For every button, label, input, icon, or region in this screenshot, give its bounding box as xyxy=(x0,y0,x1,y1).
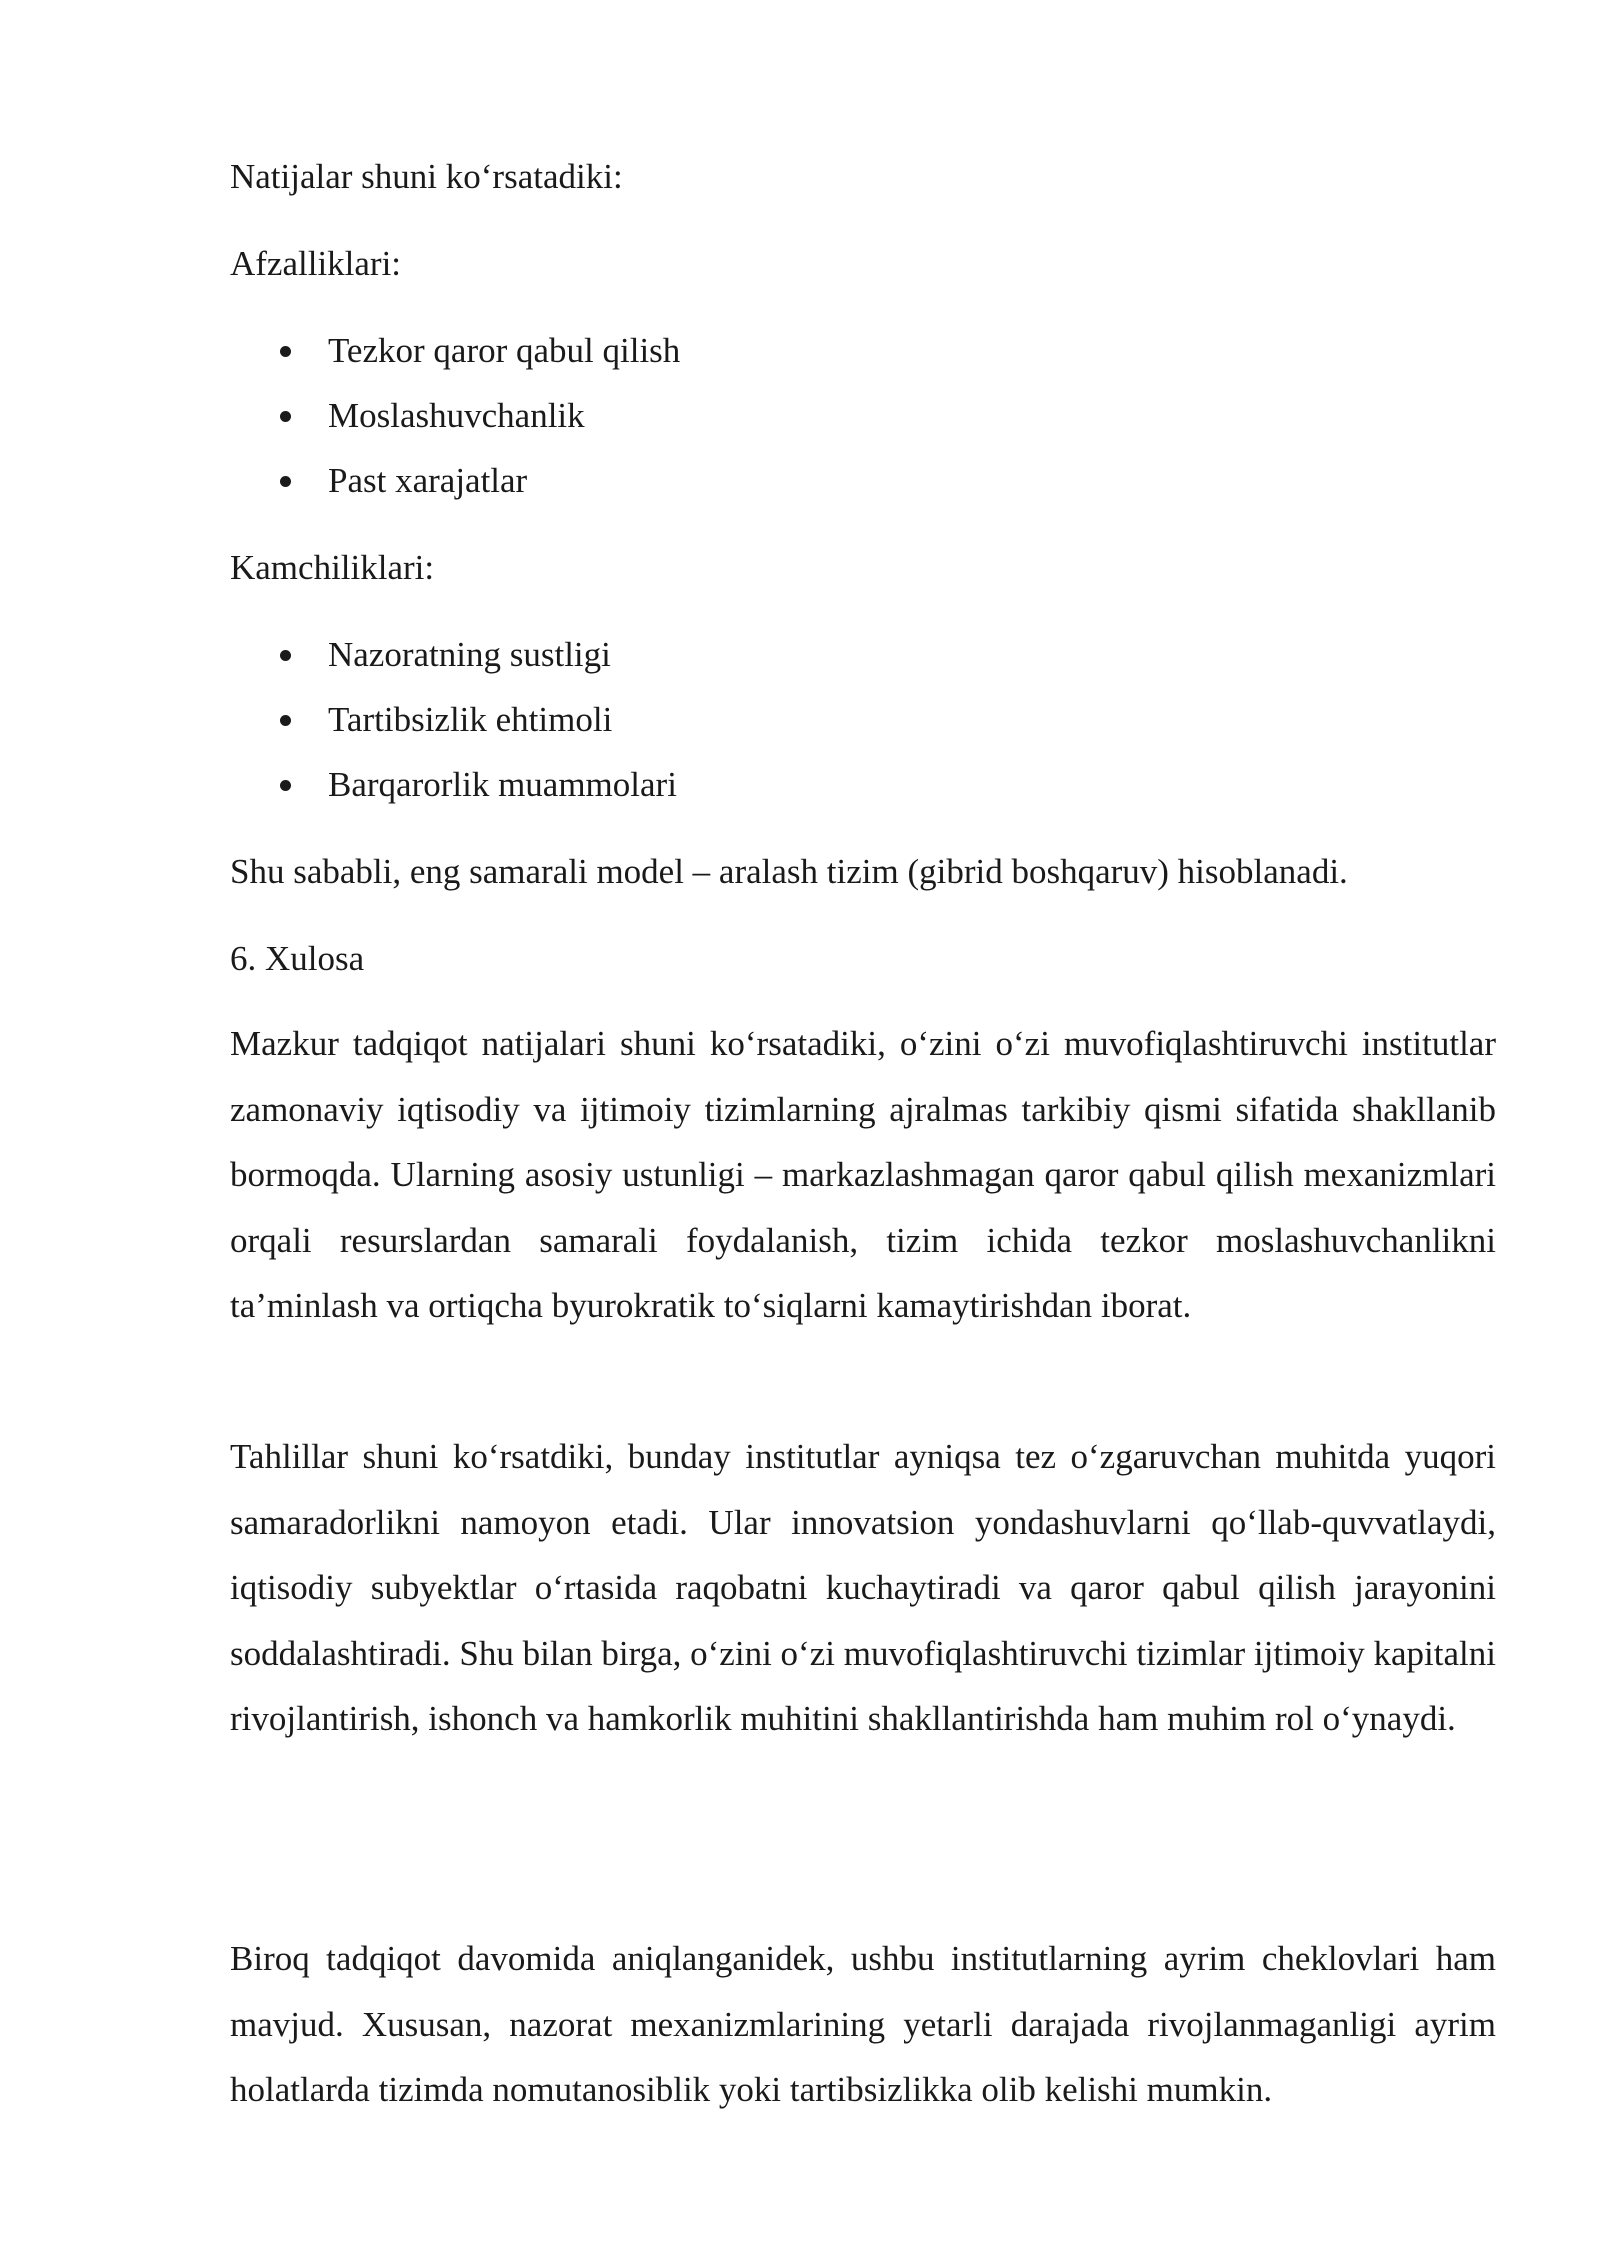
conclusion-line: Shu sababli, eng samarali model – aralash tizim (gibrid boshqaruv) hisoblanadi. xyxy=(230,852,1348,891)
disadvantages-heading: Kamchiliklari: xyxy=(230,548,435,587)
list-item-text: Tartibsizlik ehtimoli xyxy=(328,700,613,739)
bullet-icon xyxy=(280,476,291,487)
section-heading: 6. Xulosa xyxy=(230,939,365,978)
intro-line: Natijalar shuni ko‘rsatadiki: xyxy=(230,157,623,196)
list-item-text: Barqarorlik muammolari xyxy=(328,765,677,804)
advantages-heading: Afzalliklari: xyxy=(230,244,402,283)
bullet-icon xyxy=(280,411,291,422)
paragraph: Mazkur tadqiqot natijalari shuni ko‘rsatadiki, o‘zini o‘zi muvofiqlashtiruvchi institutlar zamonaviy iqtisodiy va ijtimoiy tizimlarning ajralmas tarkibiy qismi sifatida shakllanib bormoqda. Ularning asosiy ustunligi – markazlashmagan qaror qabul qilish mexanizmlari orqali resurslardan samarali foydalanish, tizim ichida tezkor moslashuvchanlikni ta’minlash va ortiqcha byurokratik to‘siqlarni kamaytirishdan iborat. xyxy=(230,1024,1496,1325)
paragraph: Biroq tadqiqot davomida aniqlanganidek, ushbu institutlarning ayrim cheklovlari ham mavjud. Xususan, nazorat mexanizmlarining yetarli darajada rivojlanmaganligi ayrim holatlarda tizimda nomutanosiblik yoki tartibsizlikka olib kelishi mumkin. xyxy=(230,1939,1496,2109)
list-item-text: Tezkor qaror qabul qilish xyxy=(328,331,681,370)
list-item-text: Past xarajatlar xyxy=(328,461,528,500)
list-item-text: Nazoratning sustligi xyxy=(328,635,611,674)
bullet-icon xyxy=(280,650,291,661)
paragraph: Tahlillar shuni ko‘rsatdiki, bunday institutlar ayniqsa tez o‘zgaruvchan muhitda yuqori samaradorlikni namoyon etadi. Ular innovatsion yondashuvlarni qo‘llab-quvvatlaydi, iqtisodiy subyektlar o‘rtasida raqobatni kuchaytiradi va qaror qabul qilish jarayonini soddalashtiradi. Shu bilan birga, o‘zini o‘zi muvofiqlashtiruvchi tizimlar ijtimoiy kapitalni rivojlantirish, ishonch va hamkorlik muhitini shakllantirishda ham muhim rol o‘ynaydi. xyxy=(230,1437,1496,1738)
bullet-icon xyxy=(280,346,291,357)
list-item-text: Moslashuvchanlik xyxy=(328,396,585,435)
bullet-icon xyxy=(280,780,291,791)
bullet-icon xyxy=(280,715,291,726)
